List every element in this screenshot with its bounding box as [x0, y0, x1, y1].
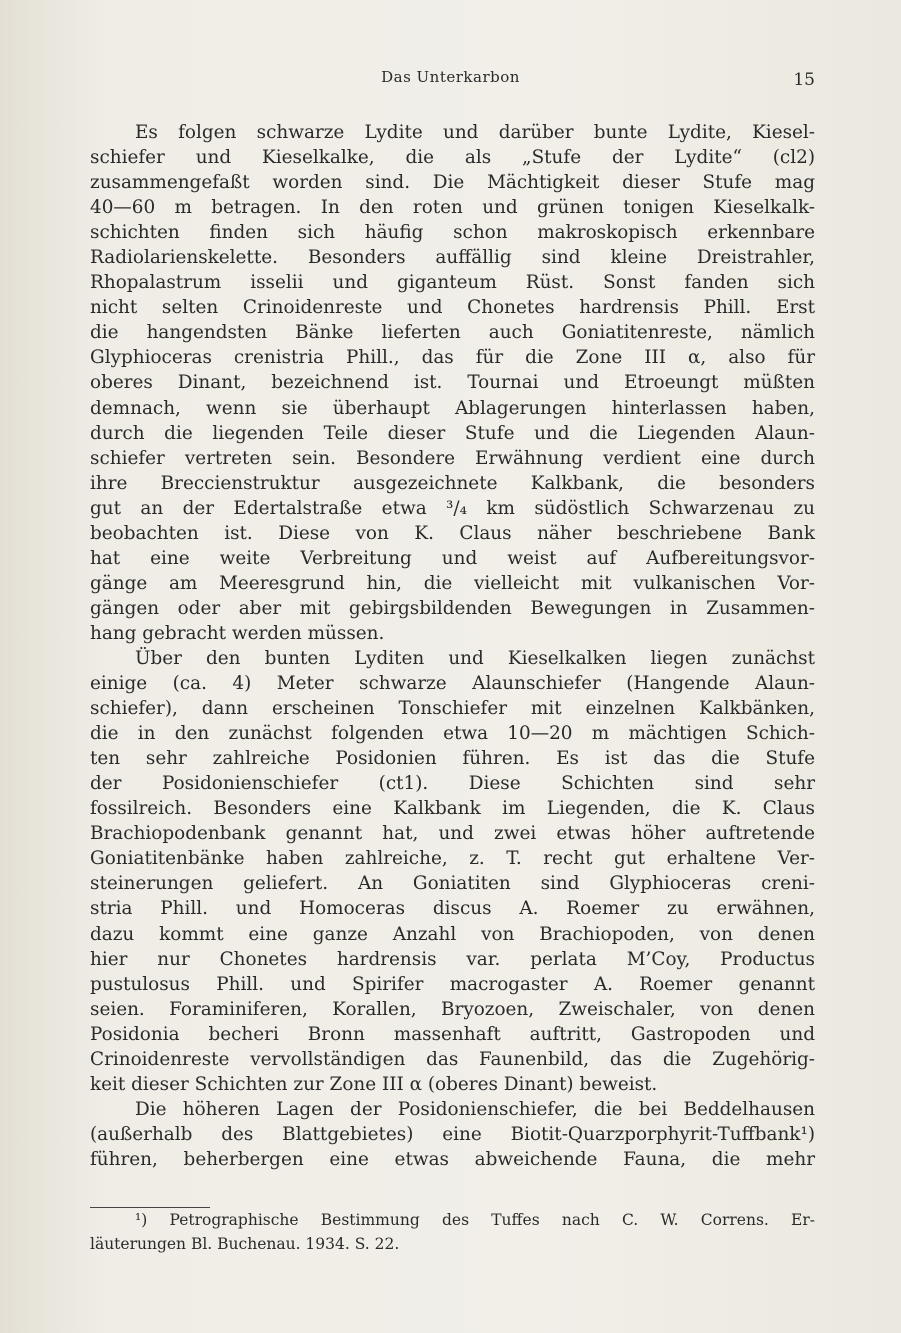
text-line: schiefer), dann erscheinen Tonschiefer mit einzelnen Kalkbänken, — [90, 698, 815, 720]
text-line: 40—60 m betragen. In den roten und grünen tonigen Kieselkalk- — [90, 197, 815, 219]
footnote-line: läuterungen Bl. Buchenau. 1934. S. 22. — [90, 1235, 400, 1253]
text-line: Glyphioceras crenistria Phill., das für die Zone III α, also für — [90, 347, 815, 369]
text-line: Goniatitenbänke haben zahlreiche, z. T. recht gut erhaltene Ver- — [90, 848, 815, 870]
running-title: Das Unterkarbon — [381, 68, 520, 86]
text-line: schiefer vertreten sein. Besondere Erwähnung verdient eine durch — [90, 447, 815, 469]
text-line: (außerhalb des Blattgebietes) eine Biotit-Quarzporphyrit-Tuffbank¹) — [90, 1123, 815, 1145]
text-line: nicht selten Crinoidenreste und Chonetes hardrensis Phill. Erst — [90, 297, 815, 319]
text-line: die hangendsten Bänke lieferten auch Goniatitenreste, nämlich — [90, 322, 815, 344]
text-line: beobachten ist. Diese von K. Claus näher beschriebene Bank — [90, 522, 815, 544]
text-line: steinerungen geliefert. An Goniatiten sind Glyphioceras creni- — [90, 873, 815, 895]
text-line: ten sehr zahlreiche Posidonien führen. Es ist das die Stufe — [90, 748, 815, 770]
footnote-line: ¹) Petrographische Bestimmung des Tuffes nach C. W. Correns. Er- — [135, 1211, 815, 1229]
text-line: demnach, wenn sie überhaupt Ablagerungen hinterlassen haben, — [90, 397, 815, 419]
text-line: durch die liegenden Teile dieser Stufe und die Liegenden Alaun- — [90, 422, 815, 444]
text-line: ihre Breccienstruktur ausgezeichnete Kalkbank, die besonders — [90, 472, 815, 494]
text-line: schiefer und Kieselkalke, die als „Stufe der Lydite“ (cl2) — [90, 147, 815, 169]
text-line: führen, beherbergen eine etwas abweichende Fauna, die mehr — [90, 1148, 815, 1170]
text-line: Es folgen schwarze Lydite und darüber bunte Lydite, Kiesel- — [135, 122, 815, 143]
text-line: dazu kommt eine ganze Anzahl von Brachiopoden, von denen — [90, 923, 815, 945]
text-line: Rhopalastrum isselii und giganteum Rüst. Sonst fanden sich — [90, 272, 815, 294]
text-line: seien. Foraminiferen, Korallen, Bryozoen, Zweischaler, von denen — [90, 998, 815, 1020]
text-line: oberes Dinant, bezeichnend ist. Tournai und Etroeungt müßten — [90, 372, 815, 394]
text-line: stria Phill. und Homoceras discus A. Roemer zu erwähnen, — [90, 898, 815, 920]
text-line: hat eine weite Verbreitung und weist auf Aufbereitungsvor- — [90, 547, 815, 569]
text-line: gänge am Meeresgrund hin, die vielleicht mit vulkanischen Vor- — [90, 572, 815, 594]
text-line: der Posidonienschiefer (ct1). Diese Schichten sind sehr — [90, 773, 815, 795]
text-line: hang gebracht werden müssen. — [90, 622, 385, 644]
text-line: schichten finden sich häufig schon makroskopisch erkennbare — [90, 222, 815, 244]
text-line: die in den zunächst folgenden etwa 10—20 m mächtigen Schich- — [90, 723, 815, 745]
body-text — [90, 120, 815, 1172]
text-line: Posidonia becheri Bronn massenhaft auftritt, Gastropoden und — [90, 1023, 815, 1045]
text-line: hier nur Chonetes hardrensis var. perlata M’Coy, Productus — [90, 948, 815, 970]
page-number: 15 — [793, 70, 815, 90]
text-line: Crinoidenreste vervollständigen das Faunenbild, das die Zugehörig- — [90, 1048, 815, 1070]
text-line: Radiolarienskelette. Besonders auffällig sind kleine Dreistrahler, — [90, 247, 815, 269]
text-line: keit dieser Schichten zur Zone III α (oberes Dinant) beweist. — [90, 1073, 658, 1095]
running-head — [0, 68, 901, 92]
text-line: zusammengefaßt worden sind. Die Mächtigkeit dieser Stufe mag — [90, 172, 815, 194]
text-line: Über den bunten Lyditen und Kieselkalken liegen zunächst — [135, 647, 815, 669]
text-line: Brachiopodenbank genannt hat, und zwei etwas höher auftretende — [90, 823, 815, 845]
text-line: gängen oder aber mit gebirgsbildenden Bewegungen in Zusammen- — [90, 597, 815, 619]
text-line: einige (ca. 4) Meter schwarze Alaunschiefer (Hangende Alaun- — [90, 673, 815, 695]
text-line: Die höheren Lagen der Posidonienschiefer, die bei Beddelhausen — [135, 1098, 815, 1120]
text-line: gut an der Edertalstraße etwa ³/₄ km südöstlich Schwarzenau zu — [90, 497, 815, 519]
text-line: fossilreich. Besonders eine Kalkbank im Liegenden, die K. Claus — [90, 798, 815, 820]
footnotes — [90, 1208, 815, 1256]
text-line: pustulosus Phill. und Spirifer macrogaster A. Roemer genannt — [90, 973, 815, 995]
